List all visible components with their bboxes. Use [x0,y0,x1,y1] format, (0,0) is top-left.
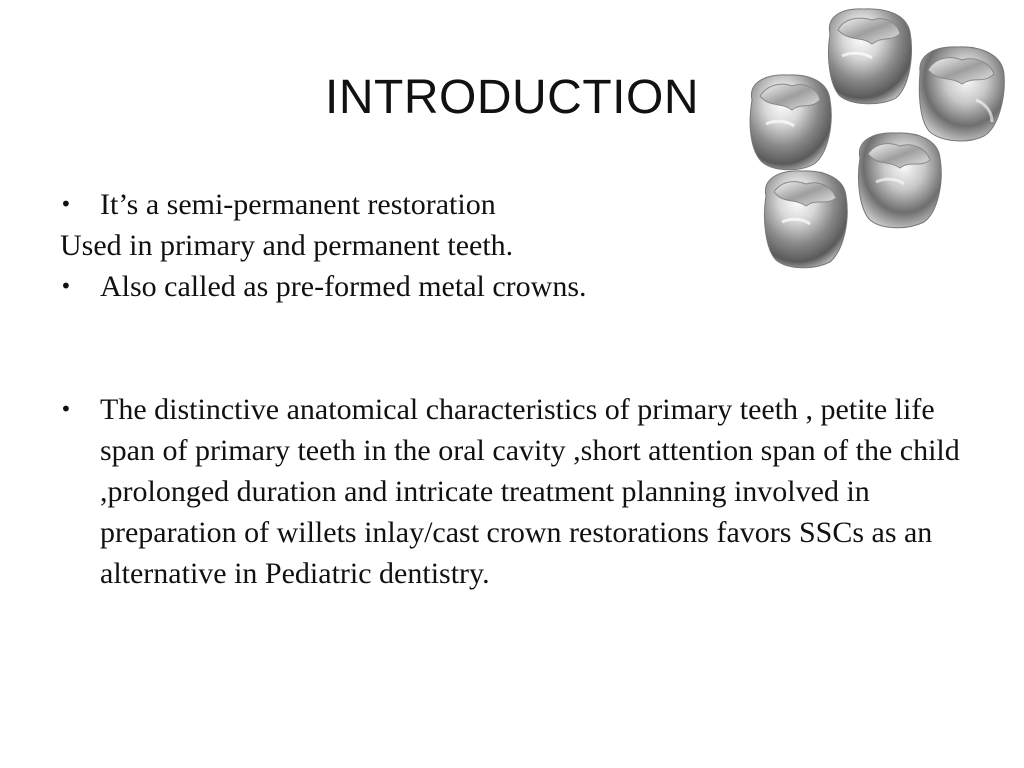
bullet-icon: • [60,274,72,298]
bullet-icon: • [60,397,72,421]
bullet-item [60,266,960,307]
plain-line [60,225,960,266]
bullet-item [60,184,960,225]
spacer [60,307,960,389]
slide-title: INTRODUCTION [325,71,699,124]
crown-right [919,47,1004,141]
crown-left [750,75,831,170]
bullet-item [60,389,960,594]
bullet-text: Also called as pre-formed metal crowns. [100,270,587,303]
bullet-text: The distinctive anatomical characteristics of primary teeth , petite life span of primary teeth in the oral cavity ,short attention span of the child ,prolonged duration and intricate treatment planning involved in preparation of willets inlay/cast crown restorations favors SSCs as an alternative in Pediatric dentistry. [100,393,960,590]
crown-top [828,9,911,104]
bullet-text: It’s a semi-permanent restoration [100,188,496,221]
bullet-icon: • [60,192,72,216]
plain-text: Used in primary and permanent teeth. [60,229,514,262]
slide-body [60,184,960,594]
